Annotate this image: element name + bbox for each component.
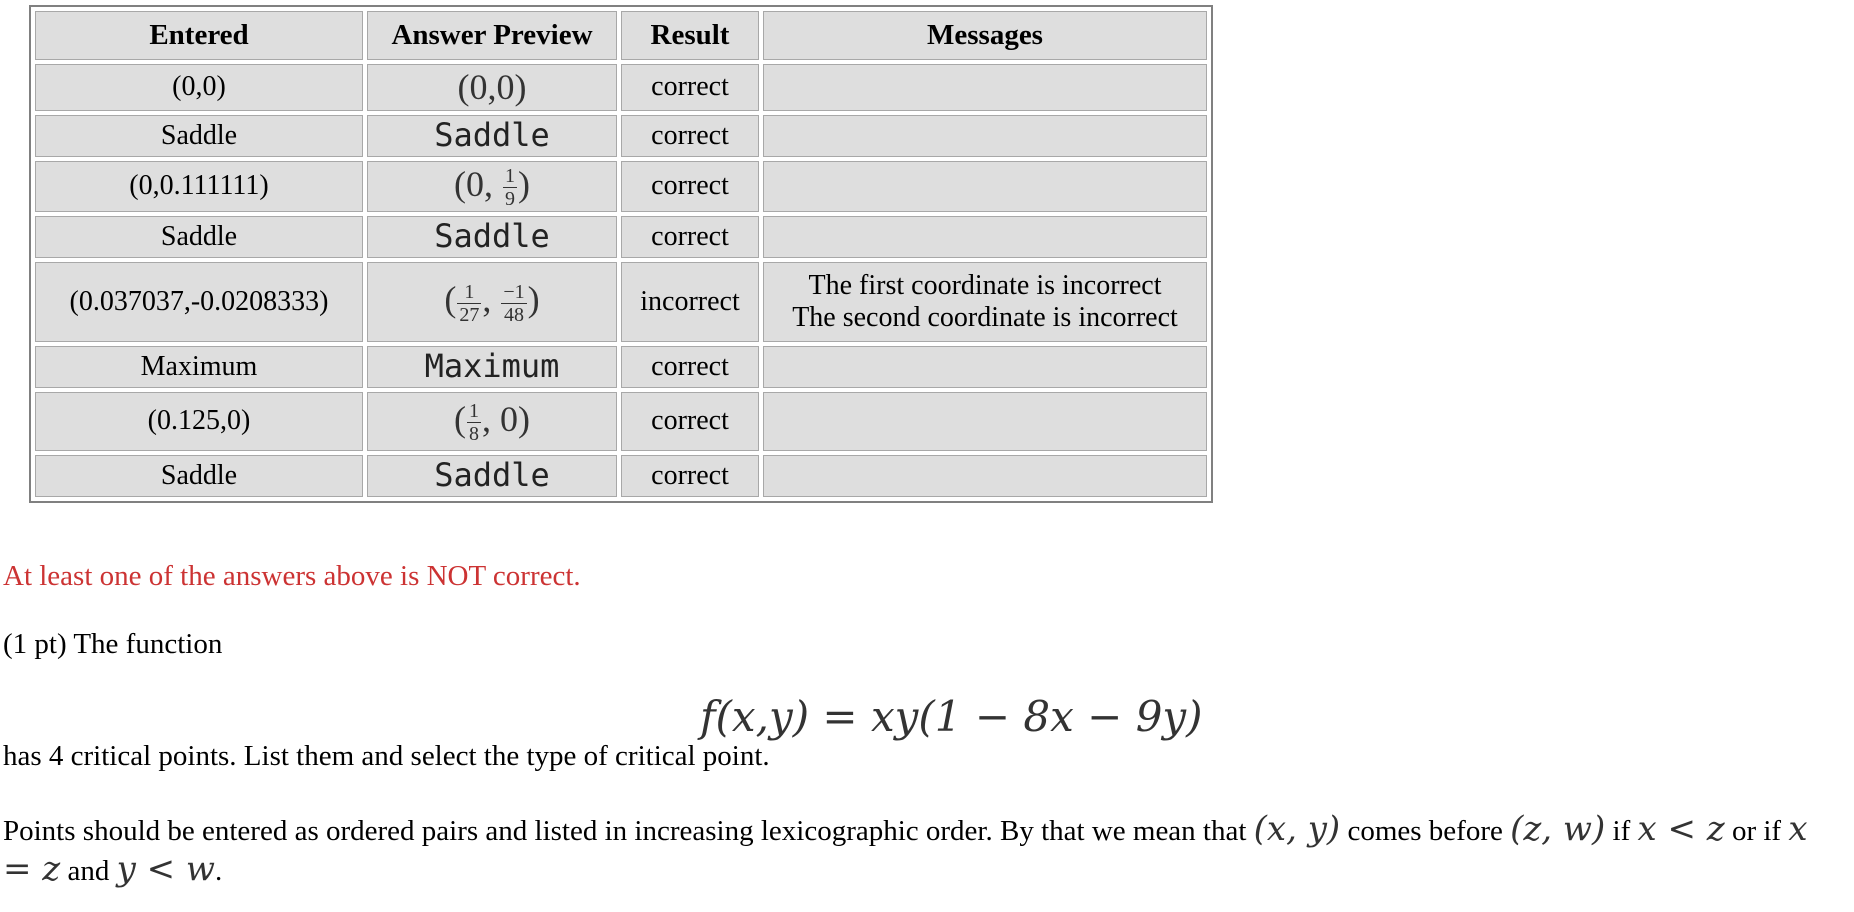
attempt-results-table [29,5,1213,503]
preview-cell [367,346,617,388]
preview-close: , 0) [482,398,530,439]
table-header-row [35,11,1207,60]
table-row [35,161,1207,212]
instructions-text: and [67,855,110,887]
preview-math: Maximum [424,347,560,386]
instructions-text: if [1612,815,1631,847]
entered-cell: Saddle [35,216,363,258]
preview-fraction [503,166,517,209]
preview-math: Saddle [434,456,550,495]
math-condition: x < z [1637,809,1725,849]
preview-cell [367,161,617,212]
preview-cell [367,392,617,451]
messages-cell [763,161,1207,212]
math-point-xy: (x, y) [1253,809,1341,849]
entered-cell: (0,0) [35,64,363,111]
entered-cell: (0.125,0) [35,392,363,451]
messages-cell [763,216,1207,258]
instructions-period: . [215,855,223,887]
fraction-denominator: 27 [459,303,480,326]
preview-open: (0, [454,163,502,204]
preview-fraction [501,282,526,325]
answer-summary-message: At least one of the answers above is NOT correct. [3,560,581,592]
preview-math: ( $\frac{1}{8}$ , 0) [454,398,530,446]
header-answer-preview: Answer Preview [367,11,617,60]
instructions-text: Points should be entered as ordered pairs and listed in increasing lexicographic order. By that we mean that [3,815,1247,847]
math-condition: y < w [116,849,216,889]
preview-cell [367,115,617,157]
table-row [35,216,1207,258]
preview-math [454,163,530,211]
result-cell: incorrect [621,262,759,342]
preview-fraction [467,401,481,444]
problem-statement: has 4 critical points. List them and select the type of critical point. [3,740,770,772]
messages-cell [763,262,1207,342]
preview-cell [367,455,617,497]
entered-cell: (0.037037,-0.0208333) [35,262,363,342]
result-cell: correct [621,346,759,388]
entered-cell: (0,0.111111) [35,161,363,212]
instructions-text: or if [1731,815,1782,847]
table-row [35,392,1207,451]
table-row [35,346,1207,388]
preview-cell [367,216,617,258]
header-result: Result [621,11,759,60]
function-formula: f(x,y) = xy(1 − 8x − 9y) [700,692,1203,741]
entered-cell: Saddle [35,115,363,157]
preview-close: ) [518,163,530,204]
result-cell: correct [621,161,759,212]
messages-cell [763,115,1207,157]
message-line: The second coordinate is incorrect [792,302,1178,333]
result-cell: correct [621,216,759,258]
math-point-zw: (z, w) [1510,809,1606,849]
messages-cell [763,455,1207,497]
result-cell: correct [621,455,759,497]
preview-math: Saddle [434,116,550,155]
messages-cell [763,346,1207,388]
fraction-denominator: 48 [504,303,524,326]
result-cell: correct [621,64,759,111]
result-cell: correct [621,115,759,157]
table-row [35,455,1207,497]
preview-math: (0,0) [457,66,527,107]
table-row [35,262,1207,342]
table-row [35,64,1207,111]
messages-cell [763,392,1207,451]
preview-math: ( $\frac{1}{27}$ , $\frac{-1}{48}$ ) [444,279,540,326]
table-row [35,115,1207,157]
fraction-numerator: 1 [469,400,479,423]
fraction-numerator: 1 [505,165,515,188]
header-entered: Entered [35,11,363,60]
math-condition: x = z [3,809,1808,889]
fraction-numerator: −1 [503,280,525,303]
problem-points-label: (1 pt) The function [3,628,223,660]
preview-math: Saddle [434,217,550,256]
result-cell: correct [621,392,759,451]
fraction-denominator: 9 [505,188,515,211]
fraction-denominator: 8 [469,423,479,446]
fraction-numerator: 1 [457,282,481,304]
preview-cell [367,262,617,342]
preview-cell [367,64,617,111]
entered-cell: Maximum [35,346,363,388]
instructions-text: comes before [1347,815,1503,847]
message-line: The first coordinate is incorrect [808,269,1162,301]
header-messages: Messages [763,11,1207,60]
problem-instructions [3,810,1823,890]
messages-cell [763,64,1207,111]
preview-fraction [457,282,481,325]
entered-cell: Saddle [35,455,363,497]
